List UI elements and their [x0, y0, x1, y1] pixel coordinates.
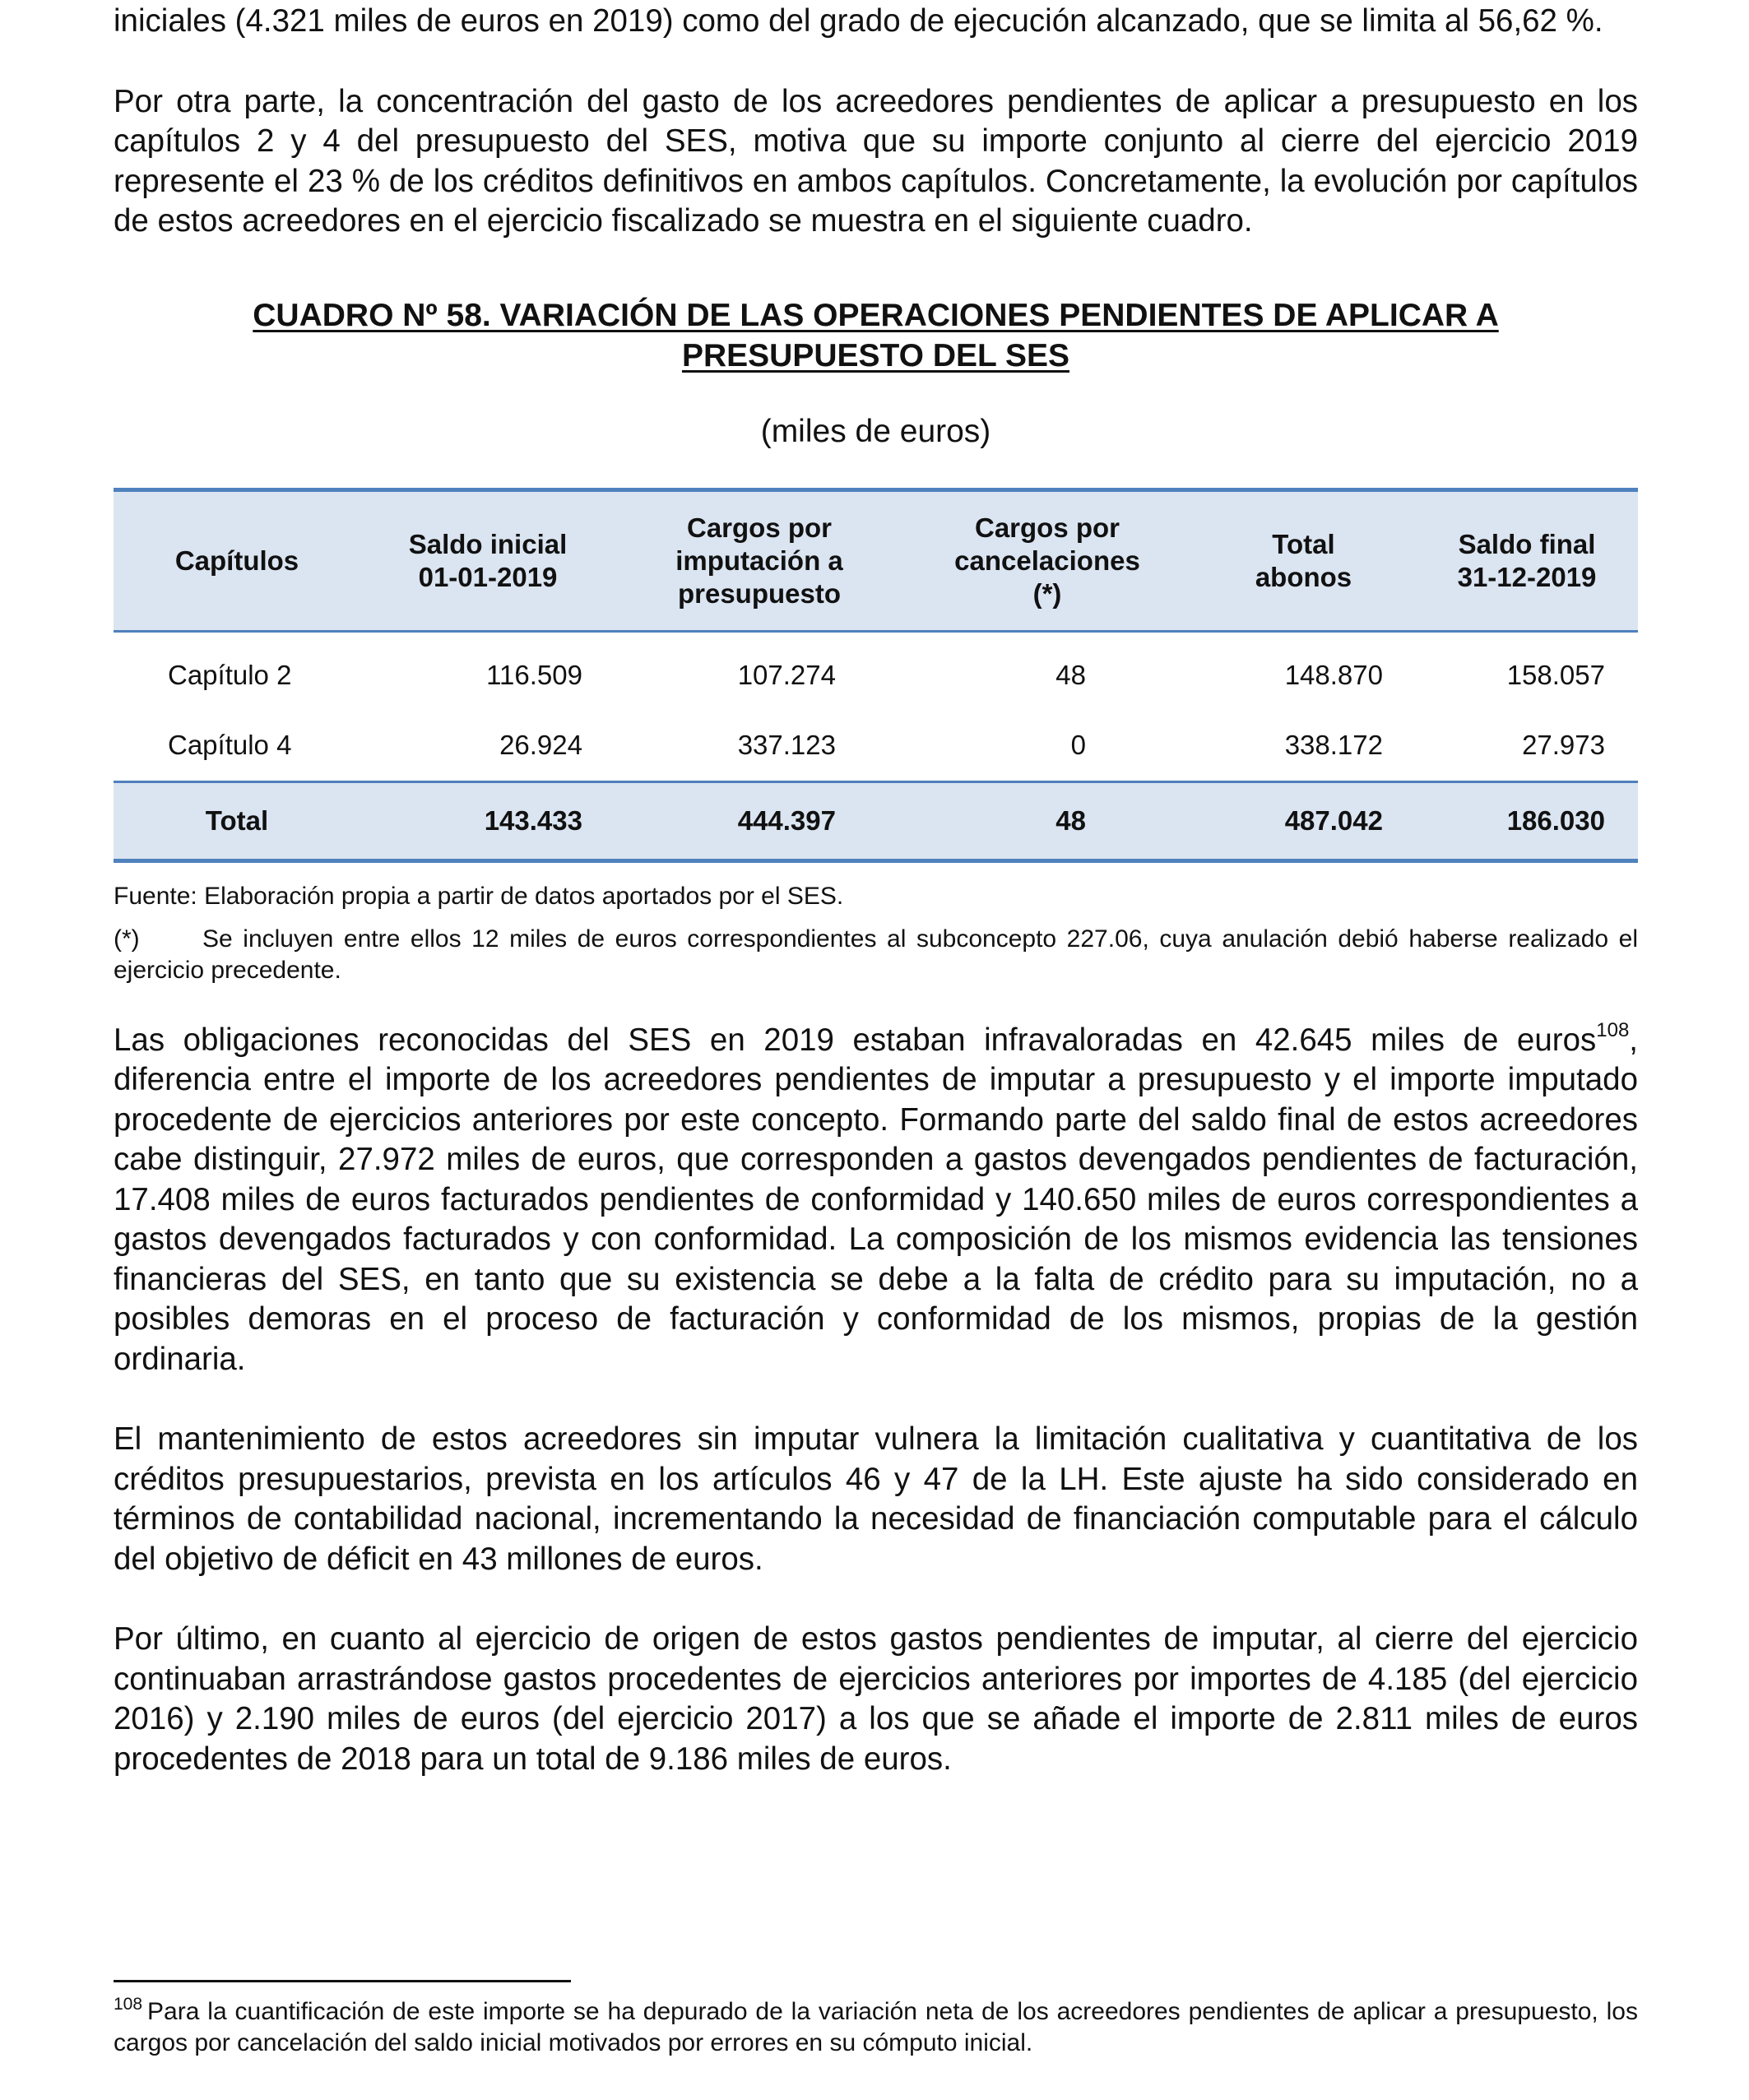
header-saldo-inicial: Saldo inicial 01-01-2019 — [360, 489, 615, 631]
table-source: Fuente: Elaboración propia a partir de datos aportados por el SES. — [114, 882, 844, 910]
cell-cargos-cancelaciones: 48 — [1055, 660, 1086, 690]
table-title-line-2: PRESUPUESTO DEL SES — [681, 337, 1070, 373]
footnote — [114, 1996, 1638, 2059]
footnote-reference[interactable]: 108 — [1596, 1018, 1630, 1041]
cell-saldo-final: 158.057 — [1506, 660, 1605, 690]
paragraph-3 — [114, 1018, 1638, 1380]
cell-total-abonos: 338.172 — [1284, 730, 1383, 760]
header-total-abonos: Total abonos — [1191, 489, 1416, 631]
cell-saldo-inicial: 116.509 — [486, 660, 582, 690]
data-table — [114, 488, 1638, 863]
document-page — [114, 0, 1638, 1779]
paragraph-1: iniciales (4.321 miles de euros en 2019) como del grado de ejecución alcanzado, que se limita al 56,62 %. — [114, 3, 1603, 39]
footnote-separator — [114, 1980, 571, 1982]
total-saldo-inicial: 143.433 — [360, 781, 615, 860]
table-title-line-1: CUADRO Nº 58. VARIACIÓN DE LAS OPERACIONES PENDIENTES DE APLICAR A — [253, 297, 1499, 333]
header-saldo-final: Saldo final 31-12-2019 — [1416, 489, 1638, 631]
header-cargos-cancelaciones: Cargos por cancelaciones (*) — [903, 489, 1191, 631]
table-units: (miles de euros) — [760, 413, 991, 449]
paragraph-4: El mantenimiento de estos acreedores sin imputar vulnera la limitación cualitativa y cuantitativa de los créditos presupuestarios, prevista en los artículos 46 y 47 de la LH. Este ajuste ha sido considerado en términos de contabilidad nacional, incrementando la necesidad de financiación computable para el cálculo del objetivo de déficit en 43 millones de euros. — [114, 1421, 1638, 1577]
footnote-text: Para la cuantificación de este importe se ha depurado de la variación neta de los acreedores pendientes de aplicar a presupuesto, los cargos por cancelación del saldo inicial motivados por errores en su cómputo inicial. — [114, 1998, 1638, 2056]
table-total-row — [114, 781, 1638, 860]
paragraph-2: Por otra parte, la concentración del gasto de los acreedores pendientes de aplicar a presupuesto en los capítulos 2 y 4 del presupuesto del SES, motiva que su importe conjunto al cierre del ejercicio 2019 represente el 23 % de los créditos definitivos en ambos capítulos. Concretamente, la evolución por capítulos de estos acreedores en el ejercicio fiscalizado se muestra en el siguiente cuadro. — [114, 83, 1638, 239]
footnote-number: 108 — [114, 1995, 143, 2014]
table-row — [114, 711, 1638, 782]
cell-cargos-cancelaciones: 0 — [1070, 730, 1086, 760]
table-header-row — [114, 489, 1638, 631]
row-label: Capítulo 4 — [168, 730, 292, 760]
row-label: Capítulo 2 — [168, 660, 292, 690]
paragraph-5: Por último, en cuanto al ejercicio de origen de estos gastos pendientes de imputar, al cierre del ejercicio continuaban arrastrándose gastos procedentes de ejercicios anteriores por importes de 4.185 (del ejercicio 2016) y 2.190 miles de euros (del ejercicio 2017) a los que se añade el importe de 2.811 miles de euros procedentes de 2018 para un total de 9.186 miles de euros. — [114, 1621, 1638, 1777]
cell-cargos-imputacion: 107.274 — [737, 660, 836, 690]
cell-saldo-final: 27.973 — [1522, 730, 1605, 760]
table-title — [114, 295, 1638, 376]
cell-saldo-inicial: 26.924 — [499, 730, 582, 760]
paragraph-3-text: Las obligaciones reconocidas del SES en 2019 estaban infravaloradas en 42.645 miles de euros — [114, 1022, 1597, 1058]
note-mark: (*) — [114, 925, 140, 953]
header-cargos-imputacion: Cargos por imputación a presupuesto — [615, 489, 903, 631]
paragraph-3-text-continued: , diferencia entre el importe de los acreedores pendientes de imputar a presupuesto y el importe imputado procedente de ejercicios anteriores por este concepto. Formando parte del saldo final de estos acreedores cabe distinguir, 27.972 miles de euros, que corresponden a gastos devengados pendientes de facturación, 17.408 miles de euros facturados pendientes de conformidad y 140.650 miles de euros correspondientes a gastos devengados facturados y con conformidad. La composición de los mismos evidencia las tensiones financieras del SES, en tanto que su existencia se debe a la falta de crédito para su imputación, no a posibles demoras en el proceso de facturación y conformidad de los mismos, propias de la gestión ordinaria. — [114, 1022, 1638, 1377]
total-cargos-cancelaciones: 48 — [903, 781, 1191, 860]
table-row — [114, 631, 1638, 711]
total-cargos-imputacion: 444.397 — [615, 781, 903, 860]
table-note — [114, 924, 1638, 986]
cell-cargos-imputacion: 337.123 — [737, 730, 836, 760]
cell-total-abonos: 148.870 — [1284, 660, 1383, 690]
total-label: Total — [114, 781, 360, 860]
total-saldo-final: 186.030 — [1416, 781, 1638, 860]
header-capitulos: Capítulos — [114, 489, 360, 631]
note-text: Se incluyen entre ellos 12 miles de euros correspondientes al subconcepto 227.06, cuya anulación debió haberse realizado el ejercicio precedente. — [114, 925, 1638, 984]
total-abonos: 487.042 — [1191, 781, 1416, 860]
